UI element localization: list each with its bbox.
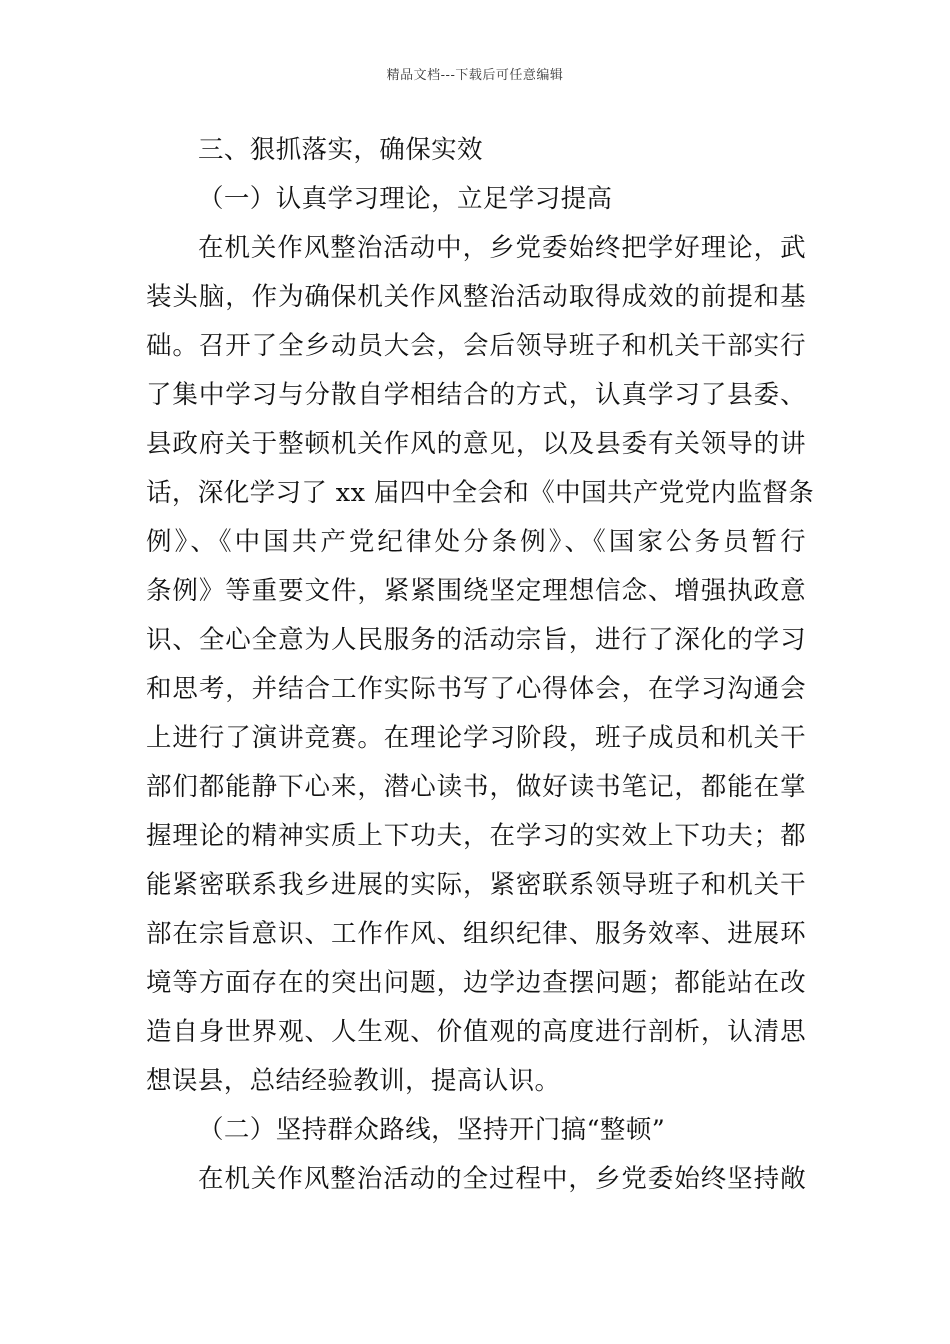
paragraph-line: 部在宗旨意识、工作作风、组织纪律、服务效率、进展环: [146, 919, 806, 949]
subsection-1-heading: （一）认真学习理论，立足学习提高: [198, 184, 613, 214]
paragraph-line: 上进行了演讲竞赛。在理论学习阶段，班子成员和机关干: [146, 723, 806, 753]
paragraph-line: 例》、《中国共产党纪律处分条例》、《国家公务员暂行: [146, 527, 806, 557]
paragraph-line: 础。召开了全乡动员大会，会后领导班子和机关干部实行: [146, 331, 806, 361]
paragraph-line: 县政府关于整顿机关作风的意见，以及县委有关领导的讲: [146, 429, 806, 459]
paragraph-line: 在机关作风整治活动中，乡党委始终把学好理论，武: [198, 233, 806, 263]
paragraph-line: 条例》等重要文件，紧紧围绕坚定理想信念、增强执政意: [146, 576, 806, 606]
paragraph-line: 了集中学习与分散自学相结合的方式，认真学习了县委、: [146, 380, 806, 410]
paragraph-line: 装头脑，作为确保机关作风整治活动取得成效的前提和基: [146, 282, 806, 312]
section-heading: 三、狠抓落实，确保实效: [198, 135, 483, 165]
subsection-2-heading: （二）坚持群众路线，坚持开门搞“整顿”: [198, 1115, 666, 1145]
paragraph-line: 境等方面存在的突出问题，边学边查摆问题；都能站在改: [146, 968, 806, 998]
paragraph-line: 识、全心全意为人民服务的活动宗旨，进行了深化的学习: [146, 625, 806, 655]
paragraph-line: 部们都能静下心来，潜心读书，做好读书笔记，都能在掌: [146, 772, 806, 802]
paragraph-line: 话，深化学习了 xx 届四中全会和《中国共产党党内监督条: [146, 478, 815, 508]
paragraph-line: 在机关作风整治活动的全过程中，乡党委始终坚持敞: [198, 1164, 806, 1194]
paragraph-line: 能紧密联系我乡进展的实际，紧密联系领导班子和机关干: [146, 870, 806, 900]
paragraph-line: 和思考，并结合工作实际书写了心得体会，在学习沟通会: [146, 674, 806, 704]
paragraph-line: 想误县，总结经验教训，提高认识。: [146, 1066, 561, 1096]
document-body: [146, 126, 815, 1204]
page-header: 精品文档---下载后可任意编辑: [386, 68, 564, 83]
paragraph-line: 造自身世界观、人生观、价值观的高度进行剖析，认清思: [146, 1017, 806, 1047]
paragraph-line: 握理论的精神实质上下功夫，在学习的实效上下功夫；都: [146, 821, 806, 851]
